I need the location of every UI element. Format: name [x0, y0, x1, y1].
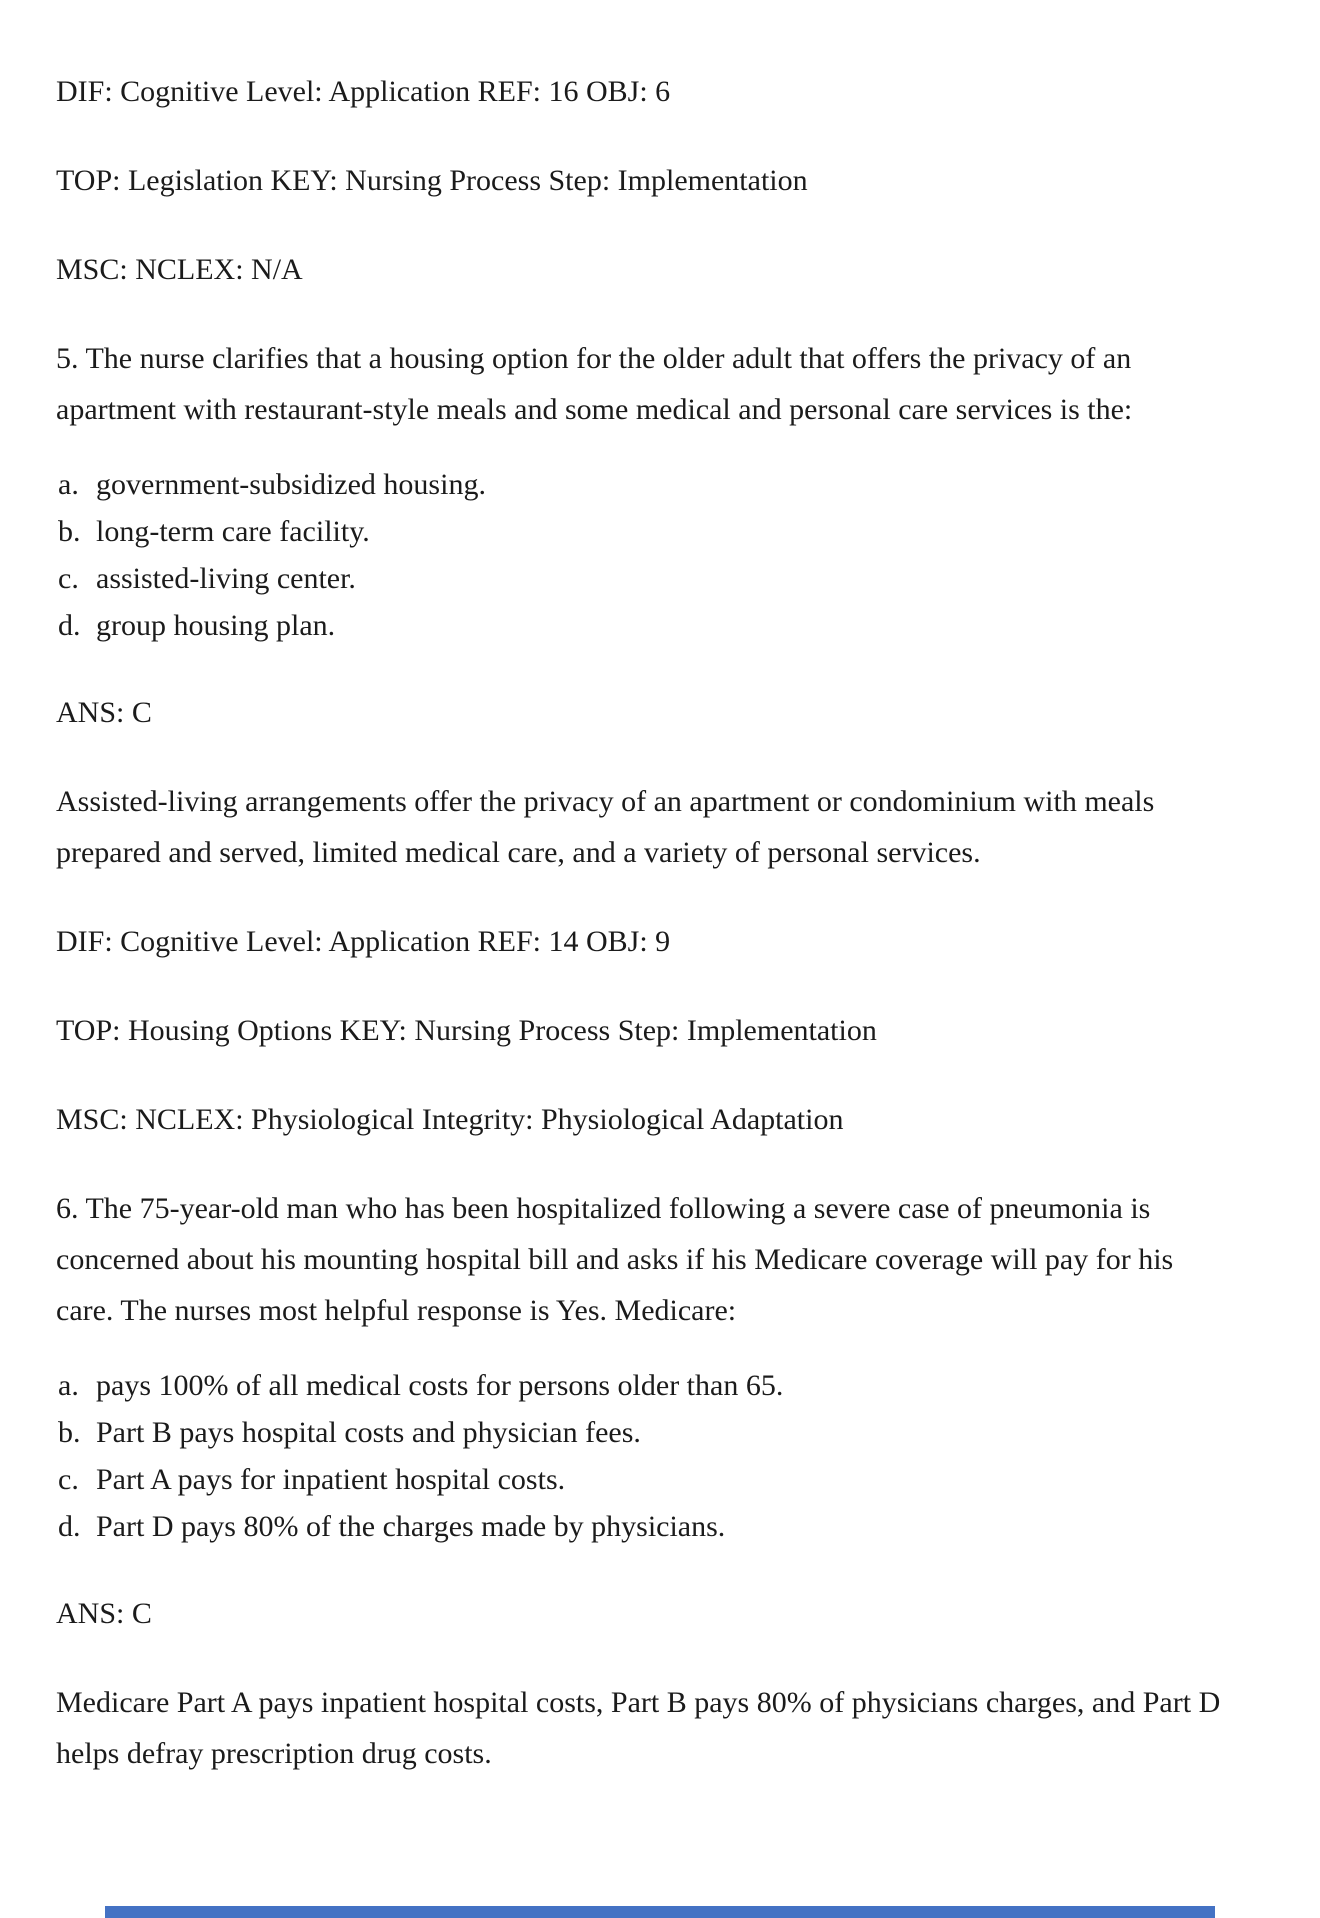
question-5-options	[58, 461, 1282, 649]
question-6-answer: ANS: C	[56, 1597, 152, 1630]
rationale-line-2: prepared and served, limited medical care, and a variety of personal services.	[56, 836, 981, 869]
option-letter: c.	[58, 562, 79, 595]
option-letter: a.	[58, 468, 79, 501]
question-6-rationale	[56, 1677, 1282, 1779]
question-5-answer: ANS: C	[56, 696, 152, 729]
question-6-option-c	[58, 1456, 1282, 1503]
question-5-option-a	[58, 461, 1282, 508]
q5-msc-line: MSC: NCLEX: Physiological Integrity: Physiological Adaptation	[56, 1103, 844, 1136]
option-text: assisted-living center.	[96, 562, 356, 595]
q4-dif-line: DIF: Cognitive Level: Application REF: 16 OBJ: 6	[56, 75, 671, 108]
q4-msc-line: MSC: NCLEX: N/A	[56, 253, 303, 286]
option-letter: b.	[58, 515, 81, 548]
question-5-stem	[56, 333, 1282, 435]
question-6-option-b	[58, 1409, 1282, 1456]
rationale-line-2: helps defray prescription drug costs.	[56, 1737, 492, 1770]
question-6-stem-line-3: care. The nurses most helpful response is Yes. Medicare:	[56, 1294, 737, 1327]
question-5-stem-line-1: 5. The nurse clarifies that a housing option for the older adult that offers the privacy of an	[56, 342, 1132, 375]
question-5-stem-line-2: apartment with restaurant-style meals and some medical and personal care services is the:	[56, 393, 1133, 426]
option-letter: c.	[58, 1463, 79, 1496]
page-bottom-blue-bar	[105, 1906, 1215, 1918]
question-5-option-c	[58, 555, 1282, 602]
question-6-stem-line-1: 6. The 75-year-old man who has been hospitalized following a severe case of pneumonia is	[56, 1192, 1151, 1225]
question-6-stem-line-2: concerned about his mounting hospital bill and asks if his Medicare coverage will pay for his	[56, 1243, 1174, 1276]
option-letter: b.	[58, 1416, 81, 1449]
rationale-line-1: Medicare Part A pays inpatient hospital costs, Part B pays 80% of physicians charges, and Part D	[56, 1686, 1221, 1719]
question-6-option-a	[58, 1362, 1282, 1409]
q5-top-line: TOP: Housing Options KEY: Nursing Process Step: Implementation	[56, 1014, 877, 1047]
rationale-line-1: Assisted-living arrangements offer the privacy of an apartment or condominium with meals	[56, 785, 1155, 818]
option-letter: d.	[58, 1510, 81, 1543]
question-6-options	[58, 1362, 1282, 1550]
option-letter: d.	[58, 609, 81, 642]
option-letter: a.	[58, 1369, 79, 1402]
option-text: Part D pays 80% of the charges made by physicians.	[96, 1510, 726, 1543]
q5-dif-line: DIF: Cognitive Level: Application REF: 14 OBJ: 9	[56, 925, 671, 958]
question-6-option-d	[58, 1503, 1282, 1550]
q4-top-line: TOP: Legislation KEY: Nursing Process Step: Implementation	[56, 164, 808, 197]
question-6-stem	[56, 1183, 1282, 1336]
question-5-option-b	[58, 508, 1282, 555]
option-text: government-subsidized housing.	[96, 468, 486, 501]
option-text: long-term care facility.	[96, 515, 370, 548]
question-5-option-d	[58, 602, 1282, 649]
option-text: pays 100% of all medical costs for persons older than 65.	[96, 1369, 784, 1402]
option-text: Part A pays for inpatient hospital costs.	[96, 1463, 566, 1496]
option-text: Part B pays hospital costs and physician fees.	[96, 1416, 641, 1449]
option-text: group housing plan.	[96, 609, 336, 642]
question-5-rationale	[56, 776, 1282, 878]
